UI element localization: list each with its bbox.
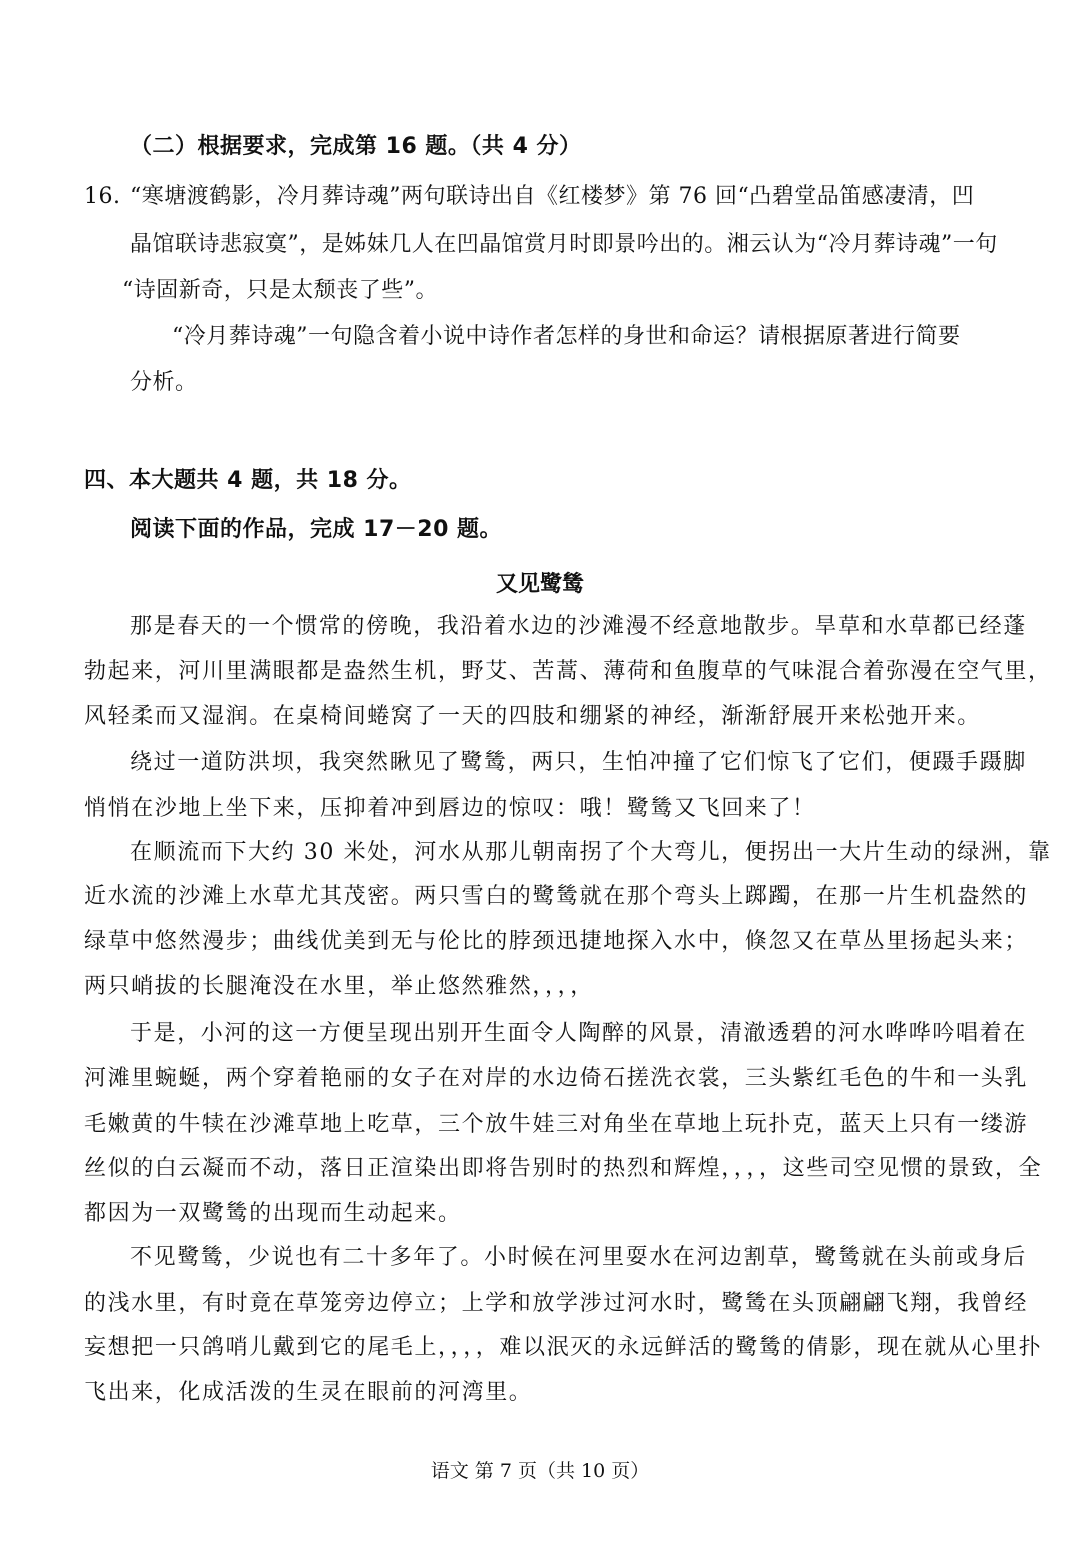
article-line: 毛嫩黄的牛犊在沙滩草地上吃草，三个放牛娃三对角坐在草地上玩扑克，蓝天上只有一缕游 [84, 1112, 1029, 1137]
article-line: 于是，小河的这一方便呈现出别开生面令人陶醉的风景，清澈透碧的河水哗哗吟唱着在 [130, 1021, 1027, 1046]
article-line: 妄想把一只鸽哨儿戴到它的尾毛上，，，，难以泯灭的永远鲜活的鹭鸶的倩影，现在就从心里扑 [84, 1335, 1043, 1360]
article-line: 勃起来，河川里满眼都是盎然生机，野艾、苦蒿、薄荷和鱼腹草的气味混合着弥漫在空气里， [84, 659, 1052, 684]
article-line: 那是春天的一个惯常的傍晚，我沿着水边的沙滩漫不经意地散步。旱草和水草都已经蓬 [130, 614, 1027, 639]
article-line: 在顺流而下大约 30 米处，河水从那儿朝南拐了个大弯儿，便拐出一大片生动的绿洲，靠 [130, 840, 1052, 865]
article-line: 的浅水里，有时竟在草笼旁边停立；上学和放学涉过河水时，鹭鸶在头顶翩翩飞翔，我曾经 [84, 1291, 1029, 1316]
article-title: 又见鹭鸶 [495, 572, 584, 597]
article-line: 悄悄在沙地上坐下来，压抑着冲到唇边的惊叹：哦！鹭鸶又飞回来了！ [84, 796, 816, 821]
question-16-prompt-line-2: 分析。 [130, 370, 198, 395]
question-16-line-1: “寒塘渡鹤影，冷月葬诗魂”两句联诗出自《红楼梦》第 76 回“凸碧堂品笛感凄清，凹 [130, 184, 975, 209]
question-16-number: 16. [84, 184, 121, 209]
article-line: 都因为一双鹭鸶的出现而生动起来。 [84, 1201, 462, 1226]
article-line: 河滩里蜿蜒，两个穿着艳丽的女子在对岸的水边倚石搓洗衣裳，三头紫红毛色的牛和一头乳 [84, 1066, 1029, 1091]
question-16-line-2: 晶馆联诗悲寂寞”，是姊妹几人在凹晶馆赏月时即景吟出的。湘云认为“冷月葬诗魂”一句 [130, 232, 998, 257]
part2-heading: （二）根据要求，完成第 16 题。（共 4 分） [130, 134, 582, 159]
article-line: 绿草中悠然漫步；曲线优美到无与伦比的脖颈迅捷地探入水中，倏忽又在草丛里扬起头来； [84, 929, 1029, 954]
article-line: 丝似的白云凝而不动，落日正渲染出即将告别时的热烈和辉煌，，，，这些司空见惯的景致，全 [84, 1156, 1043, 1181]
section-4-heading: 四、本大题共 4 题，共 18 分。 [84, 468, 412, 493]
question-16-prompt-line-1: “冷月葬诗魂”一句隐含着小说中诗作者怎样的身世和命运？请根据原著进行简要 [172, 324, 961, 349]
article-line: 风轻柔而又湿润。在桌椅间蜷窝了一天的四肢和绷紧的神经，渐渐舒展开来松弛开来。 [84, 704, 981, 729]
question-16-line-3: “诗固新奇，只是太颓丧了些”。 [122, 278, 438, 303]
article-line: 两只峭拔的长腿淹没在水里，举止悠然雅然，，，， [84, 974, 594, 999]
article-line: 不见鹭鸶，少说也有二十多年了。小时候在河里耍水在河边割草，鹭鸶就在头前或身后 [130, 1245, 1027, 1270]
article-line: 近水流的沙滩上水草尤其茂密。两只雪白的鹭鸶就在那个弯头上踯躅，在那一片生机盎然的 [84, 884, 1029, 909]
article-line: 绕过一道防洪坝，我突然瞅见了鹭鸶，两只，生怕冲撞了它们惊飞了它们，便蹑手蹑脚 [130, 750, 1027, 775]
page-footer: 语文 第 7 页（共 10 页） [430, 1460, 650, 1482]
reading-instruction: 阅读下面的作品，完成 17－20 题。 [130, 517, 503, 542]
article-line: 飞出来，化成活泼的生灵在眼前的河湾里。 [84, 1380, 533, 1405]
